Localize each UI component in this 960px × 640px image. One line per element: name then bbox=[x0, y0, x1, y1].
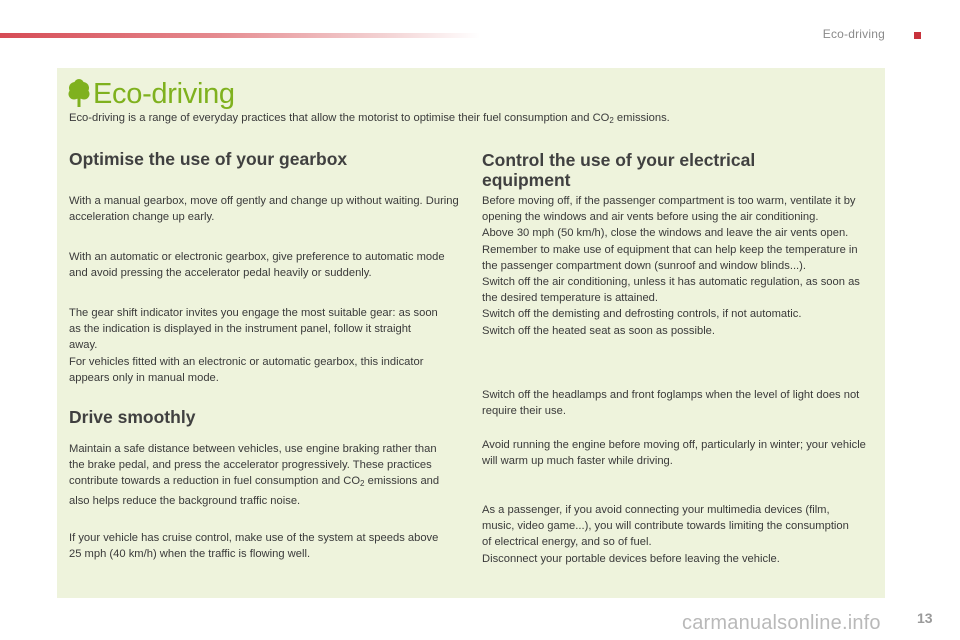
gearbox-paragraph-1 bbox=[69, 193, 464, 225]
multimedia-line-b: Disconnect your portable devices before leaving the vehicle. bbox=[482, 552, 780, 565]
tree-icon bbox=[68, 79, 90, 109]
safe-distance-text-end: emissions and also helps reduce the background traffic noise. bbox=[69, 475, 440, 507]
electrical-section bbox=[482, 150, 842, 190]
safe-distance-text bbox=[69, 441, 454, 509]
drive-paragraph-2 bbox=[69, 530, 449, 562]
gearbox-heading: Optimise the use of your gearbox bbox=[69, 149, 348, 169]
multimedia-text bbox=[482, 502, 854, 567]
watermark: carmanualsonline.info bbox=[682, 612, 881, 634]
gear-shift-indicator-text bbox=[69, 305, 441, 386]
electrical-heading: Control the use of your electrical equipment bbox=[482, 150, 756, 190]
header-title: Eco-driving bbox=[822, 27, 885, 41]
intro-text-start: Eco-driving is a range of everyday practices that allow the motorist to optimise their fuel consumption and CO bbox=[69, 112, 610, 124]
gearbox-automatic-text: With an automatic or electronic gearbox, give preference to automatic mode and avoid pressing the accelerator pedal heavily or suddenly. bbox=[69, 251, 445, 280]
gearbox-manual-text: With a manual gearbox, move off gently and change up without waiting. During acceleration change up early. bbox=[69, 195, 459, 224]
gear-shift-indicator-line-b: For vehicles fitted with an electronic or automatic gearbox, this indicator appears only in manual mode. bbox=[69, 355, 424, 384]
gear-shift-indicator-line-a: The gear shift indicator invites you engage the most suitable gear: as soon as the indication is displayed in the instrument panel, follow it straight away. bbox=[69, 307, 438, 352]
drive-section bbox=[69, 407, 464, 427]
drive-paragraph-1 bbox=[69, 441, 454, 509]
gearbox-paragraph-3 bbox=[69, 305, 441, 386]
gearbox-section bbox=[69, 149, 464, 169]
header-accent-bar bbox=[0, 33, 480, 38]
page-title: Eco-driving bbox=[93, 77, 235, 110]
ventilation-text bbox=[482, 193, 874, 339]
cruise-control-text: If your vehicle has cruise control, make use of the system at speeds above 25 mph (40 km/h) when the traffic is flowing well. bbox=[69, 532, 439, 561]
multimedia-line-a: As a passenger, if you avoid connecting your multimedia devices (film, music, video game...), you will contribute towards limiting the consumption of electrical energy, and so of fuel. bbox=[482, 504, 849, 549]
electrical-paragraph-3 bbox=[482, 437, 874, 469]
page-number: 13 bbox=[917, 610, 933, 626]
intro-text-end: emissions. bbox=[613, 112, 670, 124]
main-title bbox=[68, 76, 235, 112]
safe-distance-text-start: Maintain a safe distance between vehicles, use engine braking rather than the brake pedal, and press the accelerator progressively. These practices contribute towards a reduction in fuel consumption and CO bbox=[69, 443, 437, 488]
co2-subscript: 2 bbox=[360, 479, 365, 489]
engine-idle-text: Avoid running the engine before moving off, particularly in winter; your vehicle will warm up much faster while driving. bbox=[482, 439, 866, 468]
ventilation-line-d: Switch off the air conditioning, unless it has automatic regulation, as soon as the desired temperature is attained. bbox=[482, 276, 860, 305]
intro-subscript: 2 bbox=[609, 116, 614, 125]
ventilation-line-b: Above 30 mph (50 km/h), close the windows and leave the air vents open. bbox=[482, 227, 849, 240]
ventilation-line-a: Before moving off, if the passenger compartment is too warm, ventilate it by opening the windows and air vents before using the air conditioning. bbox=[482, 195, 856, 224]
electrical-paragraph-2 bbox=[482, 387, 862, 419]
ventilation-line-c: Remember to make use of equipment that can help keep the temperature in the passenger compartment down (sunroof and window blinds...). bbox=[482, 243, 858, 272]
ventilation-line-e: Switch off the demisting and defrosting controls, if not automatic. bbox=[482, 308, 802, 321]
header-square-marker bbox=[914, 32, 921, 39]
electrical-paragraph-4 bbox=[482, 502, 854, 567]
intro-text bbox=[69, 111, 879, 128]
drive-heading: Drive smoothly bbox=[69, 407, 196, 427]
electrical-paragraph-1 bbox=[482, 193, 874, 339]
headlamps-text: Switch off the headlamps and front foglamps when the level of light does not require their use. bbox=[482, 389, 860, 418]
ventilation-line-f: Switch off the heated seat as soon as possible. bbox=[482, 324, 716, 337]
gearbox-paragraph-2 bbox=[69, 249, 449, 281]
